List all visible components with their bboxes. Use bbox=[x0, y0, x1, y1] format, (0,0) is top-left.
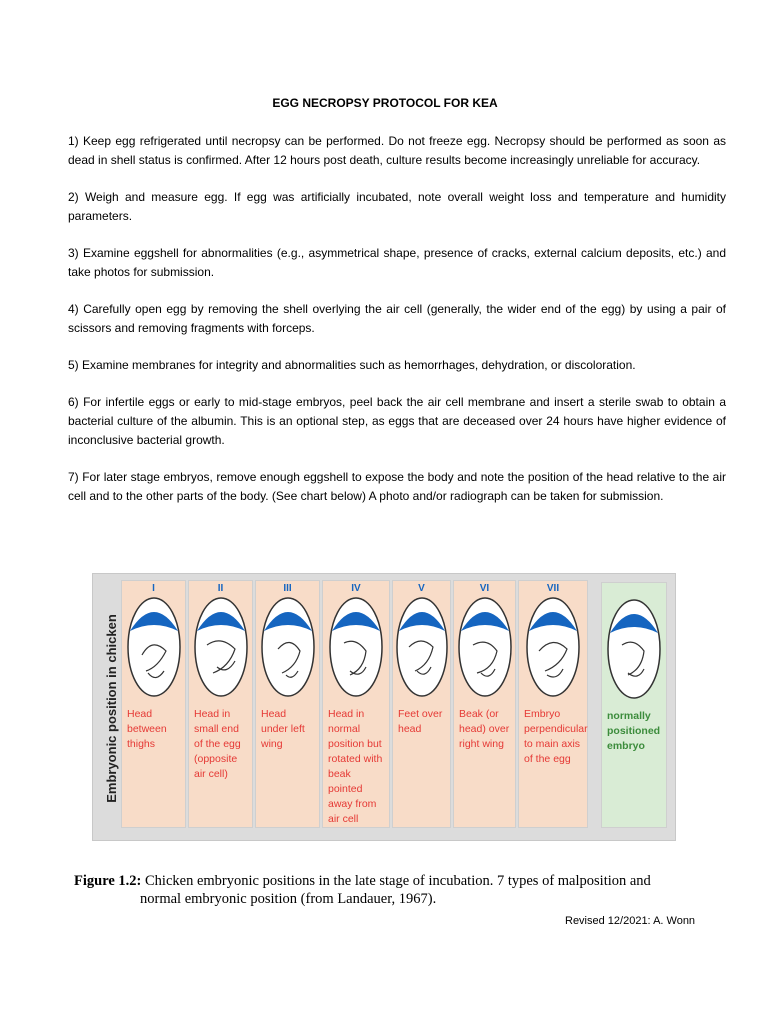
position-description: Head in small end of the egg (opposite air cell) bbox=[194, 708, 241, 780]
position-column-1 bbox=[121, 580, 186, 828]
position-description: Feet over head bbox=[398, 708, 443, 735]
step-3: 3) Examine eggshell for abnormalities (e.g., asymmetrical shape, presence of cracks, external calcium deposits, etc.) and take photos for submission. bbox=[68, 246, 726, 279]
position-description: Head under left wing bbox=[261, 708, 305, 750]
position-column-3 bbox=[255, 580, 320, 828]
protocol-steps bbox=[68, 132, 726, 524]
figure-side-label: Embryonic position in chicken bbox=[103, 613, 119, 803]
step-5: 5) Examine membranes for integrity and abnormalities such as hemorrhages, dehydration, or discoloration. bbox=[68, 358, 636, 372]
step-7: 7) For later stage embryos, remove enough eggshell to expose the body and note the position of the head relative to the air cell and to the other parts of the body. (See chart below) A photo and/or radiograph can be taken for submission. bbox=[68, 470, 726, 503]
egg-illustration-icon bbox=[457, 595, 513, 704]
egg-illustration-icon bbox=[328, 595, 384, 704]
column-number: I bbox=[152, 583, 155, 594]
column-number: VI bbox=[479, 583, 490, 594]
figure-caption bbox=[74, 872, 714, 908]
step-1: 1) Keep egg refrigerated until necropsy can be performed. Do not freeze egg. Necropsy should be performed as soon as dead in shell status is confirmed. After 12 hours post death, culture results become increasingly unreliable for accuracy. bbox=[68, 134, 726, 167]
position-column-4 bbox=[322, 580, 390, 828]
page-title: EGG NECROPSY PROTOCOL FOR KEA bbox=[272, 96, 498, 110]
position-column-2 bbox=[188, 580, 253, 828]
position-description: Head between thighs bbox=[127, 708, 167, 750]
position-description: Embryo perpendicular to main axis of the egg bbox=[524, 708, 588, 765]
step-4: 4) Carefully open egg by removing the shell overlying the air cell (generally, the wider end of the egg) by using a pair of scissors and removing fragments with forceps. bbox=[68, 302, 726, 335]
column-number: III bbox=[283, 583, 292, 594]
egg-illustration-icon bbox=[126, 595, 182, 704]
step-6: 6) For infertile eggs or early to mid-stage embryos, peel back the air cell membrane and insert a sterile swab to obtain a bacterial culture of the albumin. This is an optional step, as eggs that are deceased over 24 hours have higher evidence of inconclusive bacterial growth. bbox=[68, 395, 726, 447]
caption-lead: Figure 1.2: bbox=[74, 873, 142, 889]
position-column-5 bbox=[392, 580, 451, 828]
column-number: VII bbox=[546, 583, 560, 594]
position-column-7 bbox=[518, 580, 588, 828]
position-description: Head in normal position but rotated with beak pointed away from air cell bbox=[328, 708, 383, 825]
caption-line-1: Chicken embryonic positions in the late stage of incubation. 7 types of malposition and bbox=[141, 873, 651, 889]
position-description: normally positioned embryo bbox=[607, 710, 661, 752]
column-number: V bbox=[418, 583, 425, 594]
egg-illustration-icon bbox=[193, 595, 249, 704]
column-number: IV bbox=[351, 583, 361, 594]
position-description: Beak (or head) over right wing bbox=[459, 708, 510, 750]
column-number: II bbox=[217, 583, 224, 594]
figure-side-label-wrap bbox=[99, 574, 123, 842]
embryo-position-figure bbox=[92, 573, 676, 841]
revision-note: Revised 12/2021: A. Wonn bbox=[565, 915, 696, 927]
caption-line-2: normal embryonic position (from Landauer, 1967). bbox=[140, 891, 437, 907]
position-column-6 bbox=[453, 580, 516, 828]
egg-illustration-icon bbox=[525, 595, 581, 704]
position-column-normal bbox=[601, 582, 667, 828]
egg-illustration-icon bbox=[260, 595, 316, 704]
egg-illustration-icon bbox=[395, 595, 449, 704]
egg-illustration-icon bbox=[606, 597, 662, 706]
step-2: 2) Weigh and measure egg. If egg was artificially incubated, note overall weight loss and temperature and humidity parameters. bbox=[68, 190, 726, 223]
